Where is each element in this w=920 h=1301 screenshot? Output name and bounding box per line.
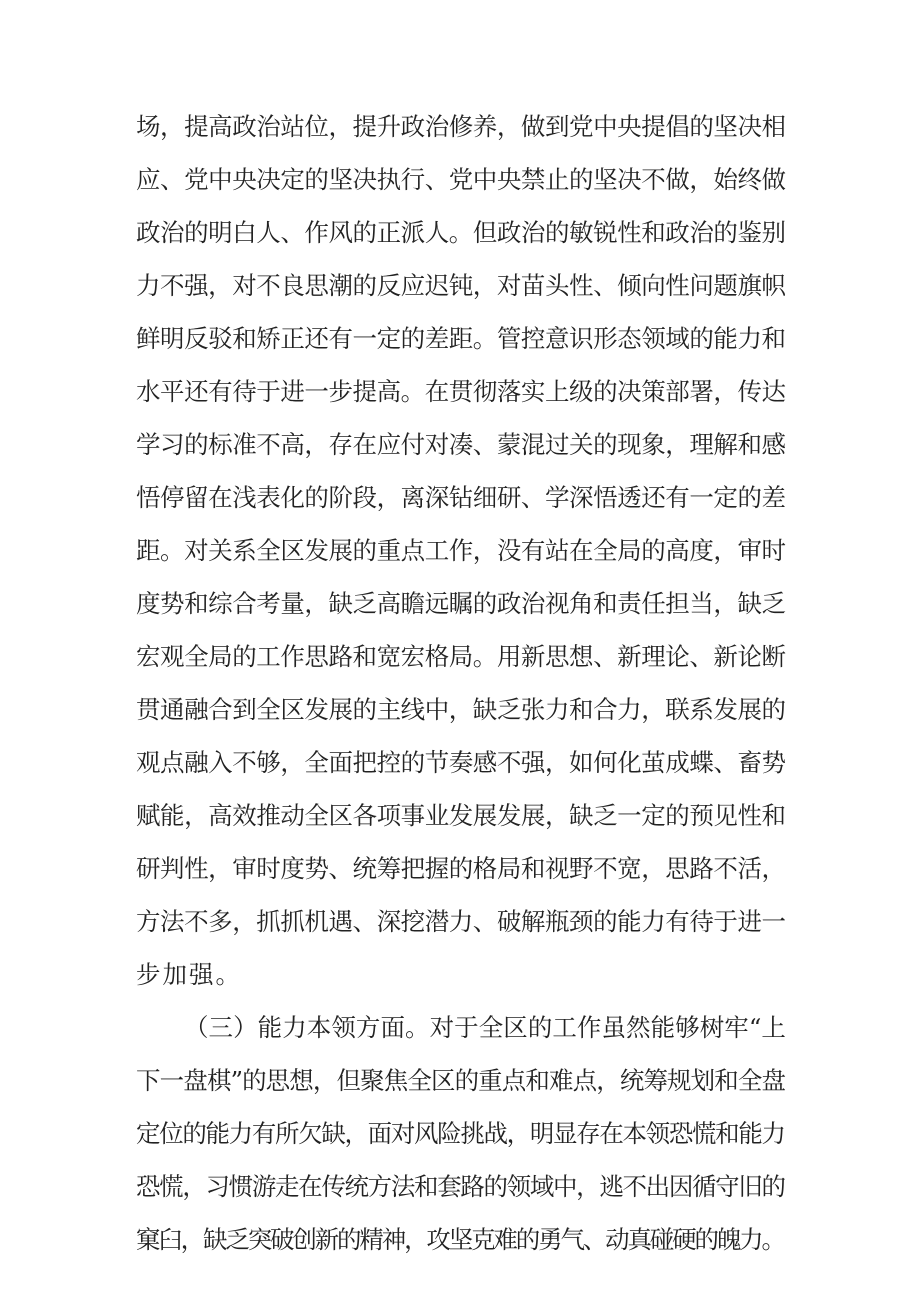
text-line: 观点融入不够，全面把控的节奏感不强，如何化茧成蝶、畜势	[136, 748, 786, 777]
text-line: 贯通融合到全区发展的主线中，缺乏张力和合力，联系发展的	[136, 695, 786, 724]
text-line: 研判性，审时度势、统筹把握的格局和视野不宽，思路不活，	[136, 854, 786, 883]
text-line: 定位的能力有所欠缺，面对风险挑战，明显存在本领恐慌和能力	[136, 1119, 785, 1148]
text-line: 下一盘棋”的思想，但聚焦全区的重点和难点，统筹规划和全盘	[136, 1066, 786, 1095]
text-line: 政治的明白人、作风的正派人。但政治的敏锐性和政治的鉴别	[136, 218, 786, 247]
text-line: 应、党中央决定的坚决执行、党中央禁止的坚决不做，始终做	[136, 165, 786, 194]
section-heading-line: （三）能力本领方面。对于全区的工作虽然能够树牢“上	[184, 1013, 786, 1042]
text-line: 鲜明反驳和矫正还有一定的差距。管控意识形态领域的能力和	[136, 324, 786, 353]
text-line: 学习的标准不高，存在应付对凑、蒙混过关的现象，理解和感	[136, 430, 786, 459]
text-line: 步加强。	[136, 960, 242, 989]
text-line: 场，提高政治站位，提升政治修养，做到党中央提倡的坚决相	[136, 112, 786, 141]
text-line: 力不强，对不良思潮的反应迟钝，对苗头性、倾向性问题旗帜	[136, 271, 786, 300]
text-line: 宏观全局的工作思路和宽宏格局。用新思想、新理论、新论断	[136, 642, 786, 671]
text-line: 恐慌，习惯游走在传统方法和套路的领域中，逃不出因循守旧的	[136, 1172, 785, 1201]
text-line: 距。对关系全区发展的重点工作，没有站在全局的高度，审时	[136, 536, 786, 565]
text-line: 方法不多，抓抓机遇、深挖潜力、破解瓶颈的能力有待于进一	[136, 907, 786, 936]
text-line: 窠臼，缺乏突破创新的精神，攻坚克难的勇气、动真碰硬的魄力。	[136, 1225, 784, 1254]
text-line: 赋能，高效推动全区各项事业发展发展，缺乏一定的预见性和	[136, 801, 786, 830]
text-line: 水平还有待于进一步提高。在贯彻落实上级的决策部署，传达	[136, 377, 786, 406]
text-line: 悟停留在浅表化的阶段，离深钻细研、学深悟透还有一定的差	[136, 483, 786, 512]
text-line: 度势和综合考量，缺乏高瞻远瞩的政治视角和责任担当，缺乏	[136, 589, 786, 618]
